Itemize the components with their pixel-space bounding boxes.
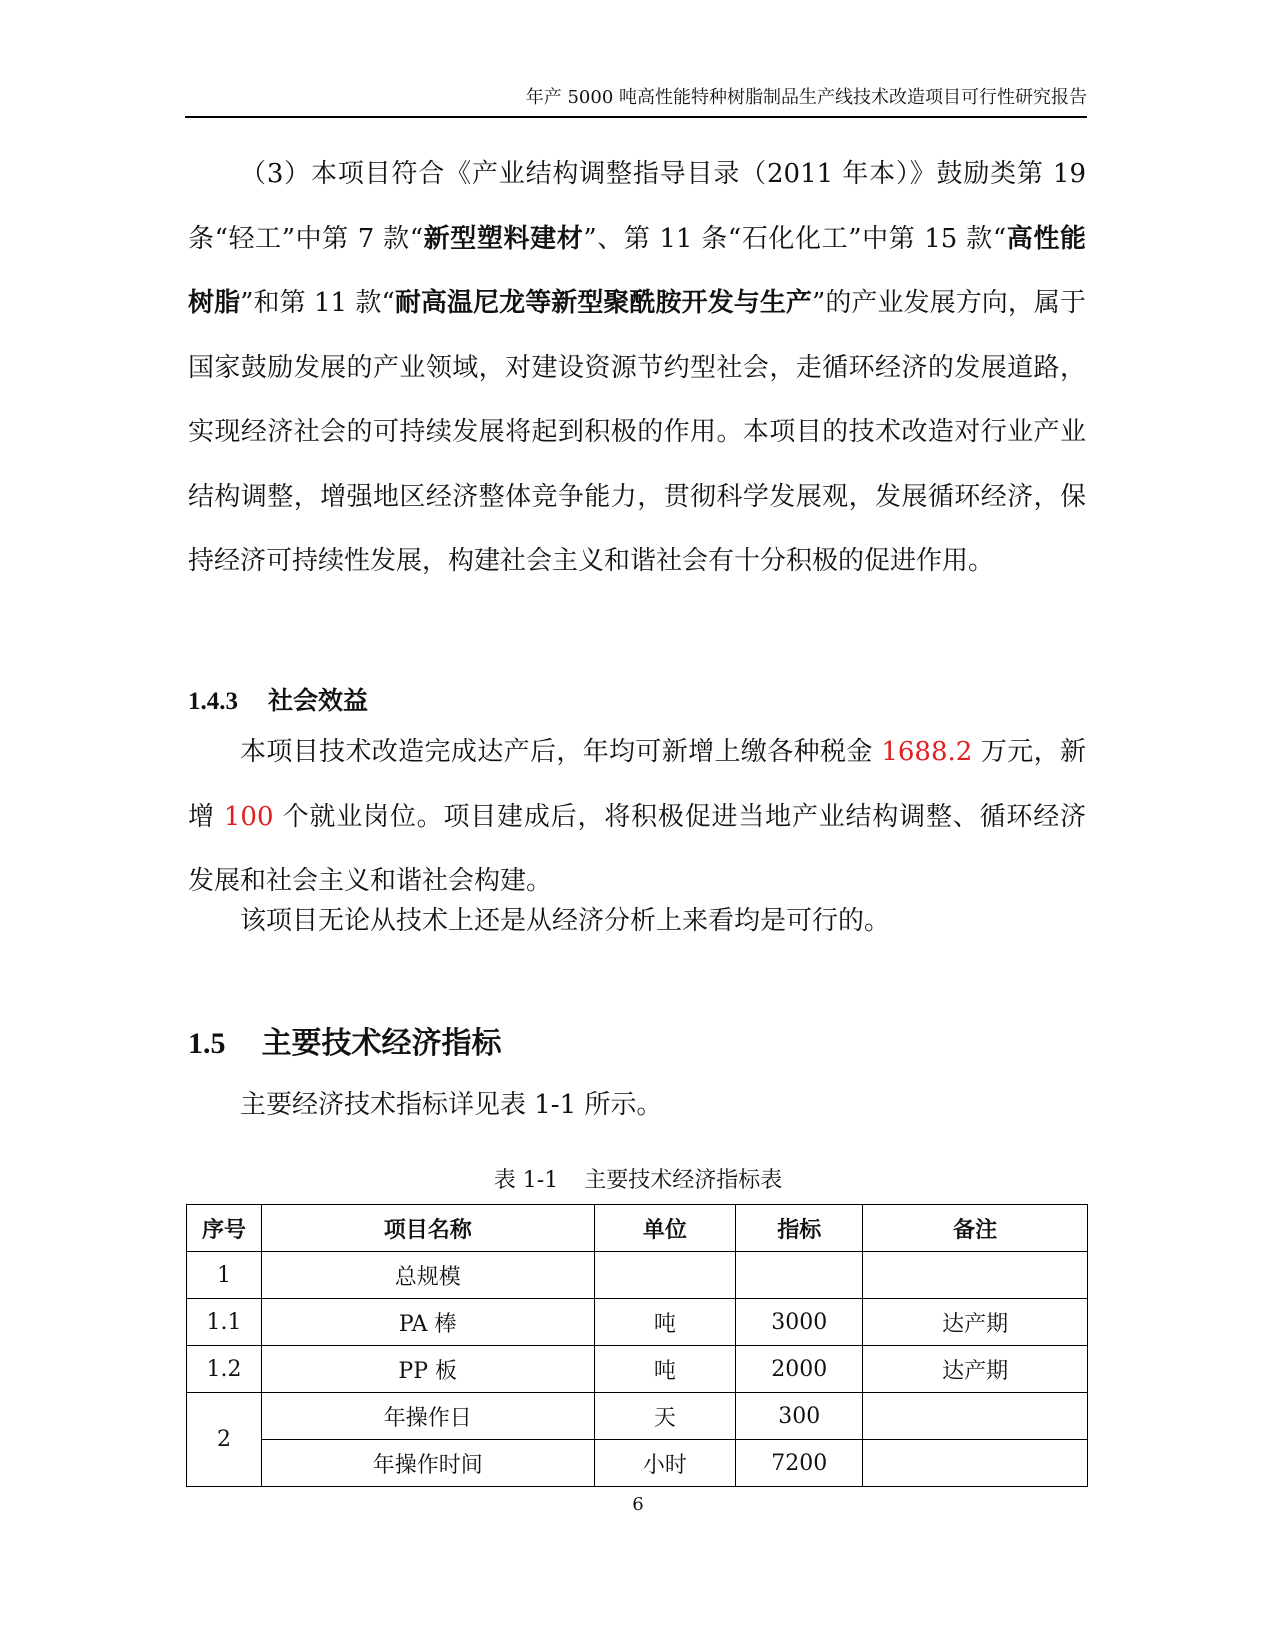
paragraph-social-benefit: [188, 720, 1086, 914]
table-cell: PP 板: [261, 1346, 594, 1393]
table-cell: 1.1: [187, 1299, 262, 1346]
header-cell-index: 序号: [187, 1205, 262, 1252]
paragraph-policy-compliance: [188, 142, 1086, 594]
page-header: [185, 86, 1087, 118]
table-row: [187, 1393, 1088, 1440]
header-cell-unit: 单位: [594, 1205, 736, 1252]
table-cell: 天: [594, 1393, 736, 1440]
bold-term-plastic-materials: 新型塑料建材: [423, 223, 584, 254]
table-cell: [736, 1252, 863, 1299]
table-cell: 1.2: [187, 1346, 262, 1393]
table-row: [187, 1440, 1088, 1487]
table-cell: 小时: [594, 1440, 736, 1487]
table-cell: 吨: [594, 1299, 736, 1346]
section-number: 1.5: [188, 1027, 226, 1060]
table-cell: 总规模: [261, 1252, 594, 1299]
table-cell: 2: [187, 1393, 262, 1487]
table-cell: 7200: [736, 1440, 863, 1487]
section-title: 主要技术经济指标: [261, 1026, 502, 1061]
indicators-table: [186, 1204, 1088, 1487]
table-cell: 1: [187, 1252, 262, 1299]
text-run: ”和第 11 款“: [240, 288, 395, 318]
header-cell-item: 项目名称: [261, 1205, 594, 1252]
table-cell: 年操作日: [261, 1393, 594, 1440]
paragraph-conclusion: 该项目无论从技术上还是从经济分析上来看均是可行的。: [240, 906, 891, 936]
tax-amount: 1688.2: [881, 737, 973, 767]
table-cell: 3000: [736, 1299, 863, 1346]
section-number: 1.4.3: [188, 688, 238, 715]
header-cell-remark: 备注: [863, 1205, 1088, 1252]
header-title: 年产 5000 吨高性能特种树脂制品生产线技术改造项目可行性研究报告: [525, 87, 1087, 108]
section-title: 社会效益: [268, 686, 369, 715]
bold-term-high-performance-resin: 高性能树脂: [188, 223, 1086, 318]
paragraph-table-intro: 主要经济技术指标详见表 1-1 所示。: [240, 1090, 663, 1120]
caption-number: 表 1-1: [493, 1168, 559, 1193]
table-cell: 达产期: [863, 1299, 1088, 1346]
bold-term-nylon: 耐高温尼龙等新型聚酰胺开发与生产: [394, 288, 812, 318]
text-run: 个就业岗位。项目建成后，将积极促进当地产业结构调整、循环经济发展和社会主义和谐社会构建。: [188, 801, 1087, 896]
table-cell: 300: [736, 1393, 863, 1440]
text-run: ”、第 11 条“石化化工”中第 15 款“: [583, 223, 1007, 254]
table-cell: 吨: [594, 1346, 736, 1393]
table-caption: [188, 1166, 1088, 1196]
table-cell: [863, 1440, 1088, 1487]
section-heading-1-4-3: [188, 684, 368, 719]
text-run: ”的产业发展方向，属于国家鼓励发展的产业领域，对建设资源节约型社会，走循环经济的发展道路，实现经济社会的可持续发展将起到积极的作用。本项目的技术改造对行业产业结构调整，增强地区经济整体竞争能力，贯彻科学发展观，发展循环经济，保持经济可持续性发展，构建社会主义和谐社会有十分积极的促进作用。: [188, 288, 1086, 576]
table-cell: 年操作时间: [261, 1440, 594, 1487]
table-row: [187, 1299, 1088, 1346]
page-number: 6: [632, 1494, 644, 1515]
jobs-count: 100: [223, 801, 274, 832]
table-row: [187, 1252, 1088, 1299]
table-cell: PA 棒: [261, 1299, 594, 1346]
table-cell: [594, 1252, 736, 1299]
table-cell: [863, 1393, 1088, 1440]
table-header-row: [187, 1205, 1088, 1252]
caption-title: 主要技术经济指标表: [584, 1168, 783, 1193]
table-row: [187, 1346, 1088, 1393]
section-heading-1-5: [188, 1024, 502, 1064]
text-run: 本项目技术改造完成达产后，年均可新增上缴各种税金: [240, 737, 882, 767]
text-run: （3）本项目符合《产业结构调整指导目录（2011 年本）》鼓励类第 19 条“轻工”中第 7 款“: [188, 159, 1086, 254]
table-cell: 2000: [736, 1346, 863, 1393]
table-cell: 达产期: [863, 1346, 1088, 1393]
table-cell: [863, 1252, 1088, 1299]
text-run: 万元，新增: [188, 737, 1087, 832]
header-cell-value: 指标: [736, 1205, 863, 1252]
